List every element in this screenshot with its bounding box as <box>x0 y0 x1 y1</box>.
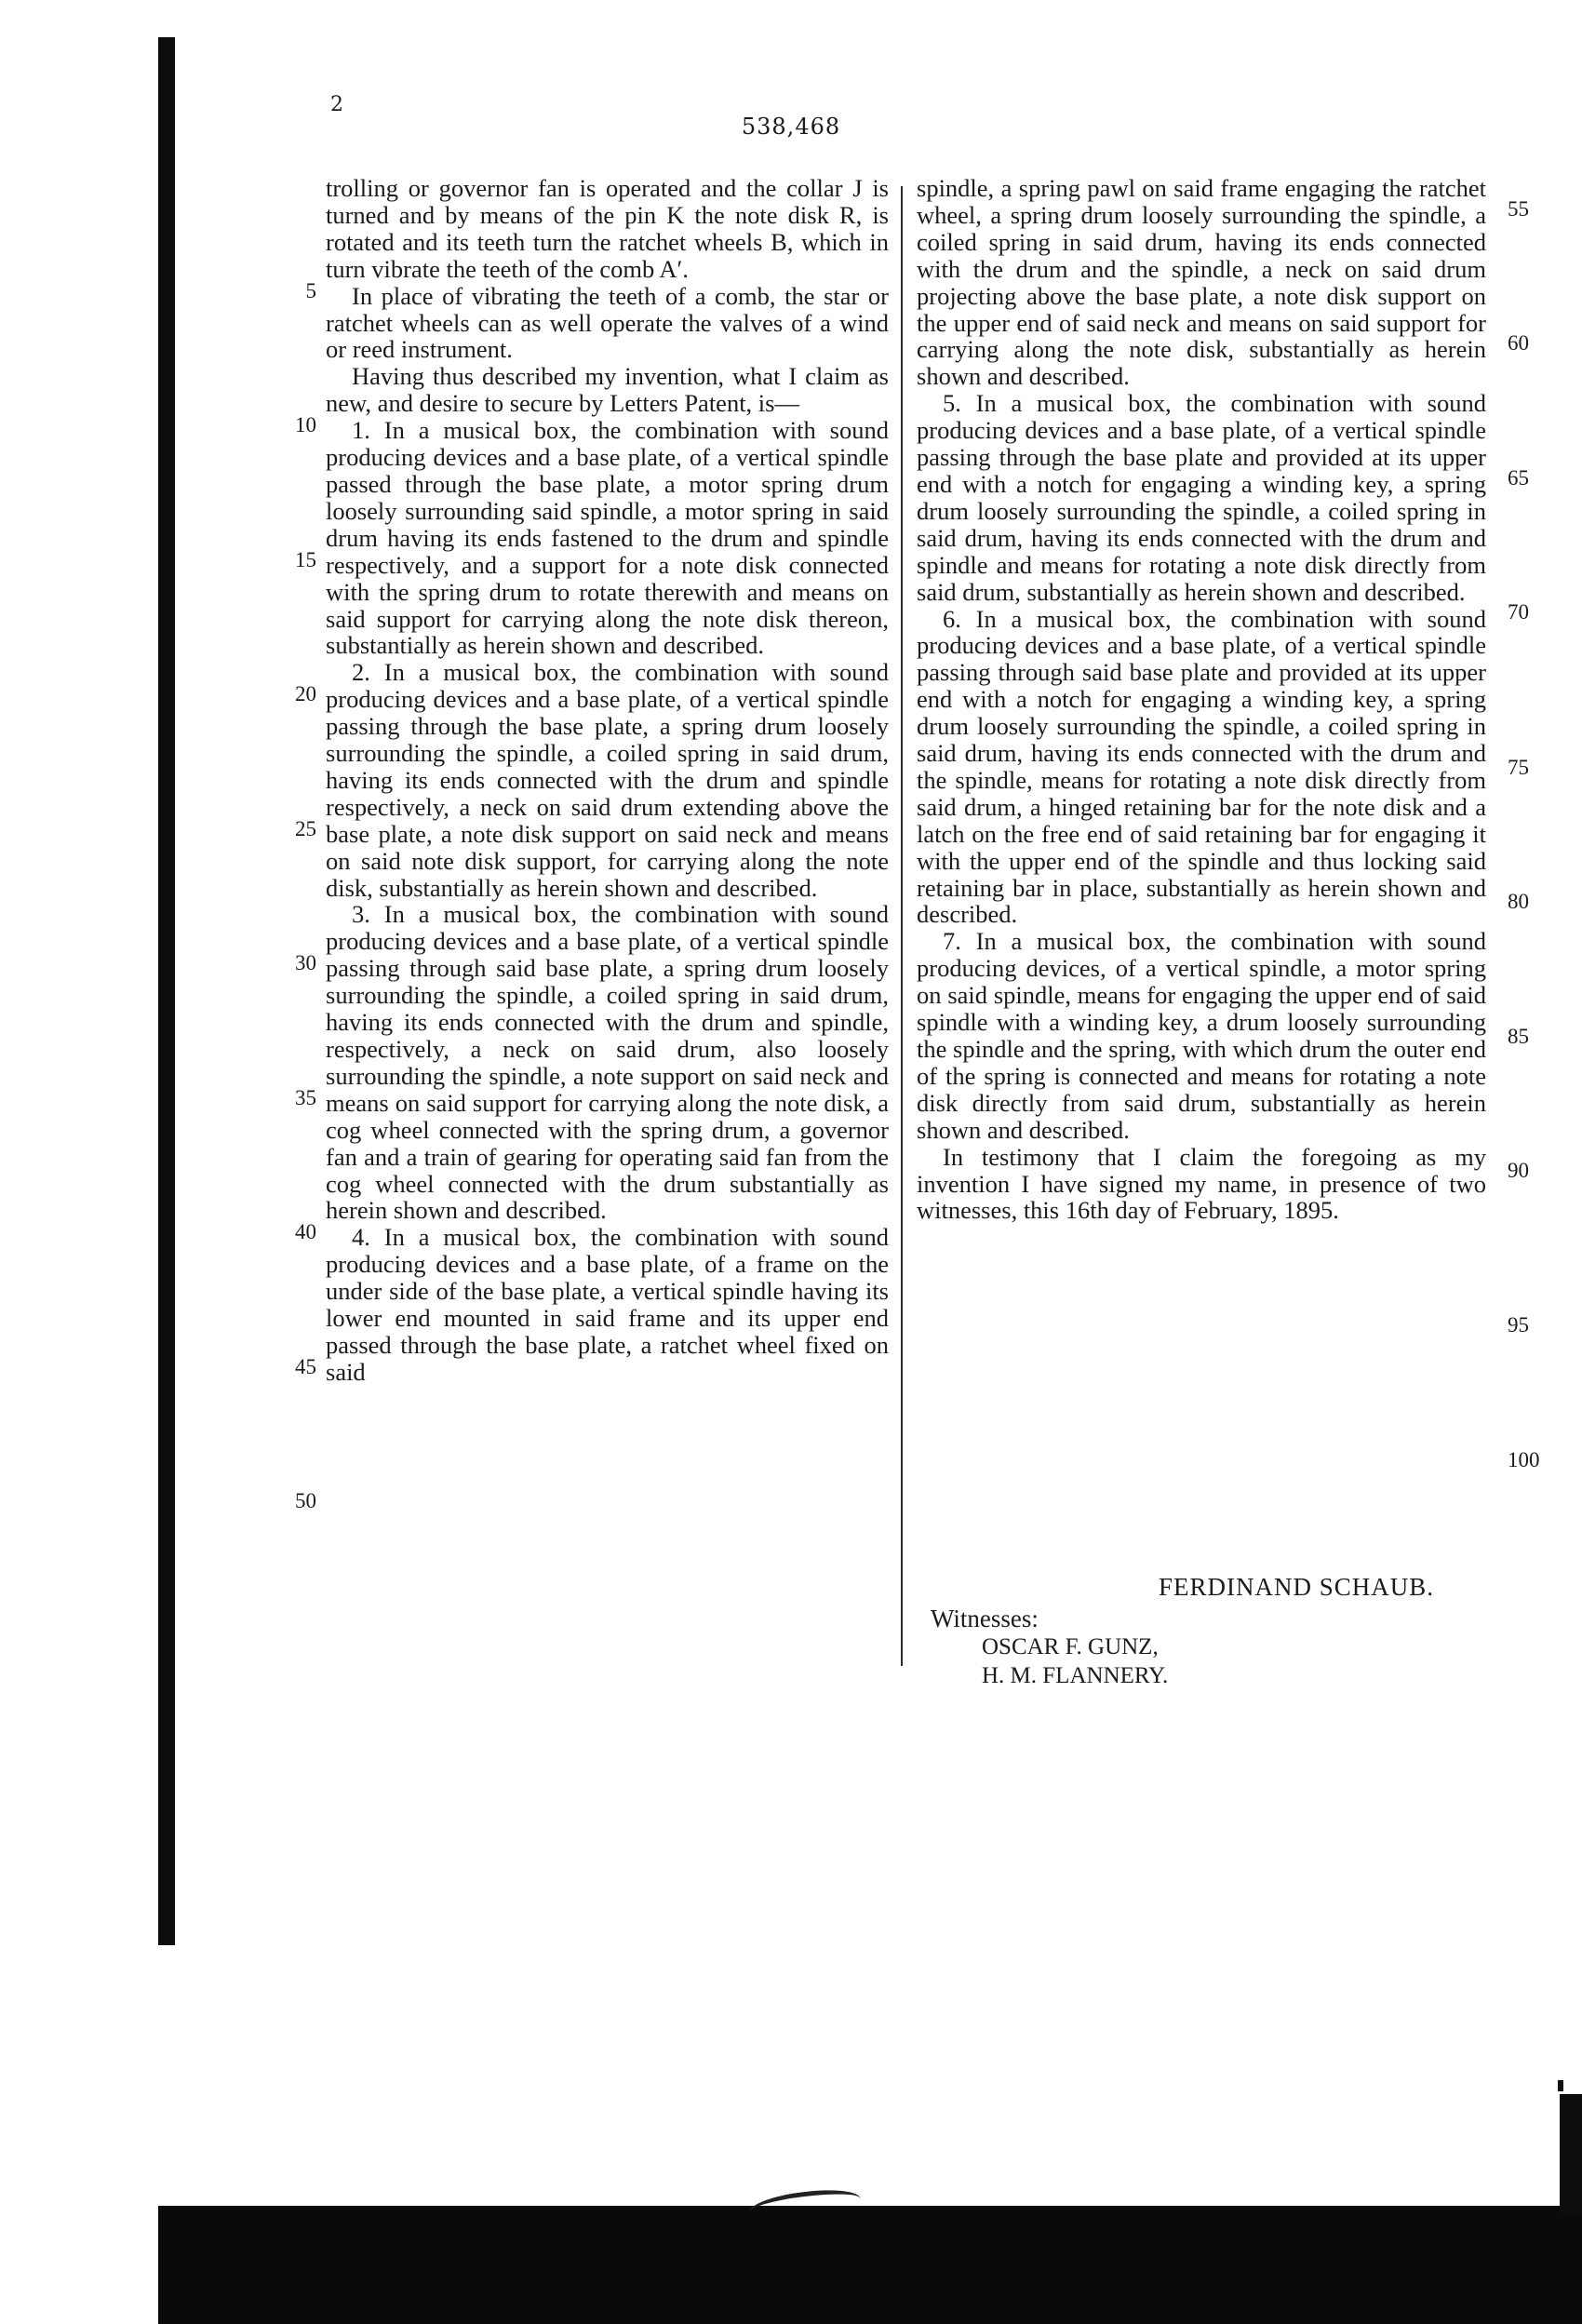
scan-border-left <box>158 37 175 1945</box>
line-number: 20 <box>295 682 316 705</box>
claim-5: 5. In a musical box, the combination with sound producing devices and a base plate, of a vertical spindle passing through the base plate and provided at its upper end with a notch for engaging a winding key, a spring drum loosely surrounding the spindle, a coiled spring in said drum, having its ends connected with the drum and spindle and means for rotating a note disk directly from said drum, substantially as herein shown and described. <box>917 389 1486 606</box>
patent-number: 538,468 <box>741 114 841 140</box>
claim-3: 3. In a musical box, the combination with sound producing devices and a base plate, of a vertical spindle passing through said base plate, a spring drum loosely surrounding the spindle, a coiled spring in said drum, having its ends connected with the drum and spindle, respectively, a neck on said drum, also loosely surrounding the spindle, a note support on said neck and means on said support for carrying along the note disk, a cog wheel connected with the spring drum, a governor fan and a train of gearing for operating said fan from the cog wheel connected with the drum substantially as herein shown and described. <box>326 900 889 1225</box>
claim-4: 4. In a musical box, the combination with sound producing devices and a base plate, of a frame on the under side of the base plate, a vertical spindle having its lower end mounted in said frame and its upper end passed through the base plate, a ratchet wheel fixed on said <box>326 1223 889 1386</box>
witness-name: OSCAR F. GUNZ, <box>982 1634 1159 1659</box>
witnesses-label: Witnesses: <box>931 1605 1039 1632</box>
paragraph: trolling or governor fan is operated and the collar J is turned and by means of the pin K the note disk R, is rotated and its teeth turn the ratchet wheels B, which in turn vibrate the teeth of the comb A′. <box>326 174 889 283</box>
inventor-signature: FERDINAND SCHAUB. <box>1159 1573 1435 1601</box>
witness-name: H. M. FLANNERY. <box>982 1663 1169 1688</box>
line-number: 75 <box>1508 756 1529 779</box>
claim-6: 6. In a musical box, the combination with sound producing devices and a base plate, of a vertical spindle passing through said base plate and provided at its upper end with a notch for engaging a winding key, a spring drum loosely surrounding the spindle, a coiled spring in said drum, having its ends connected with the drum and the spindle, means for rotating a note disk directly from said drum, a hinged retaining bar for the note disk and a latch on the free end of said retaining bar for engaging it with the upper end of the spindle and thus locking said retaining bar in place, substantially as herein shown and described. <box>917 604 1486 929</box>
line-number: 90 <box>1508 1159 1529 1182</box>
paragraph: spindle, a spring pawl on said frame engaging the ratchet wheel, a spring drum loosely surrounding the spindle, a coiled spring in said drum, having its ends connected with the drum and the spindle, a neck on said drum projecting above the base plate, a note disk support on the upper end of said neck and means on said support for carrying along the note disk, substantially as herein shown and described. <box>917 174 1486 391</box>
line-number: 5 <box>305 279 316 302</box>
line-number: 10 <box>295 413 316 437</box>
paragraph: Having thus described my invention, what I claim as new, and desire to secure by Letters Patent, is— <box>326 362 889 418</box>
claim-2: 2. In a musical box, the combination with sound producing devices and a base plate, of a vertical spindle passing through the base plate, a spring drum loosely surrounding the spindle, a coiled spring in said drum, having its ends connected with the drum and spindle respectively, a neck on said drum extending above the base plate, a note disk support on said neck and means on said note disk support, for carrying along the note disk, substantially as herein shown and described. <box>326 658 889 902</box>
line-number: 65 <box>1508 466 1529 490</box>
page-number: 2 <box>330 93 343 116</box>
scan-mark-right <box>1560 2094 1582 2215</box>
testimony-paragraph: In testimony that I claim the foregoing as my invention I have signed my name, in presence of two witnesses, this 16th day of February, 1895. <box>917 1142 1486 1225</box>
left-text-column <box>326 175 889 1386</box>
claim-7: 7. In a musical box, the combination with sound producing devices, of a vertical spindle, a motor spring on said spindle, means for engaging the upper end of said spindle with a winding key, a drum loosely surrounding the spindle and the spring, with which drum the outer end of the spring is connected and means for rotating a note disk directly from said drum, substantially as herein shown and described. <box>917 927 1486 1144</box>
line-number: 45 <box>295 1355 316 1378</box>
line-number: 55 <box>1508 197 1529 221</box>
line-number: 30 <box>295 951 316 974</box>
scan-border-bottom <box>158 2206 1582 2324</box>
line-number: 15 <box>295 548 316 571</box>
line-number: 95 <box>1508 1313 1529 1337</box>
right-text-column <box>917 175 1486 1224</box>
line-number: 25 <box>295 817 316 840</box>
claim-1: 1. In a musical box, the combination with sound producing devices and a base plate, of a vertical spindle passed through the base plate, a motor spring drum loosely surrounding said spindle, a motor spring in said drum having its ends fastened to the drum and spindle respectively, and a support for a note disk connected with the spring drum to rotate therewith and means on said support for carrying along the note disk thereon, substantially as herein shown and described. <box>326 416 889 660</box>
paragraph: In place of vibrating the teeth of a comb, the star or ratchet wheels can as well operate the valves of a wind or reed instrument. <box>326 281 889 364</box>
line-number: 60 <box>1508 331 1529 355</box>
line-number: 85 <box>1508 1025 1529 1048</box>
line-number: 50 <box>295 1489 316 1512</box>
line-number: 100 <box>1508 1448 1540 1471</box>
line-number: 70 <box>1508 600 1529 624</box>
line-number: 35 <box>295 1086 316 1109</box>
scan-speck <box>1558 2080 1563 2091</box>
line-number: 80 <box>1508 890 1529 913</box>
line-number: 40 <box>295 1220 316 1243</box>
column-divider <box>901 186 903 1666</box>
